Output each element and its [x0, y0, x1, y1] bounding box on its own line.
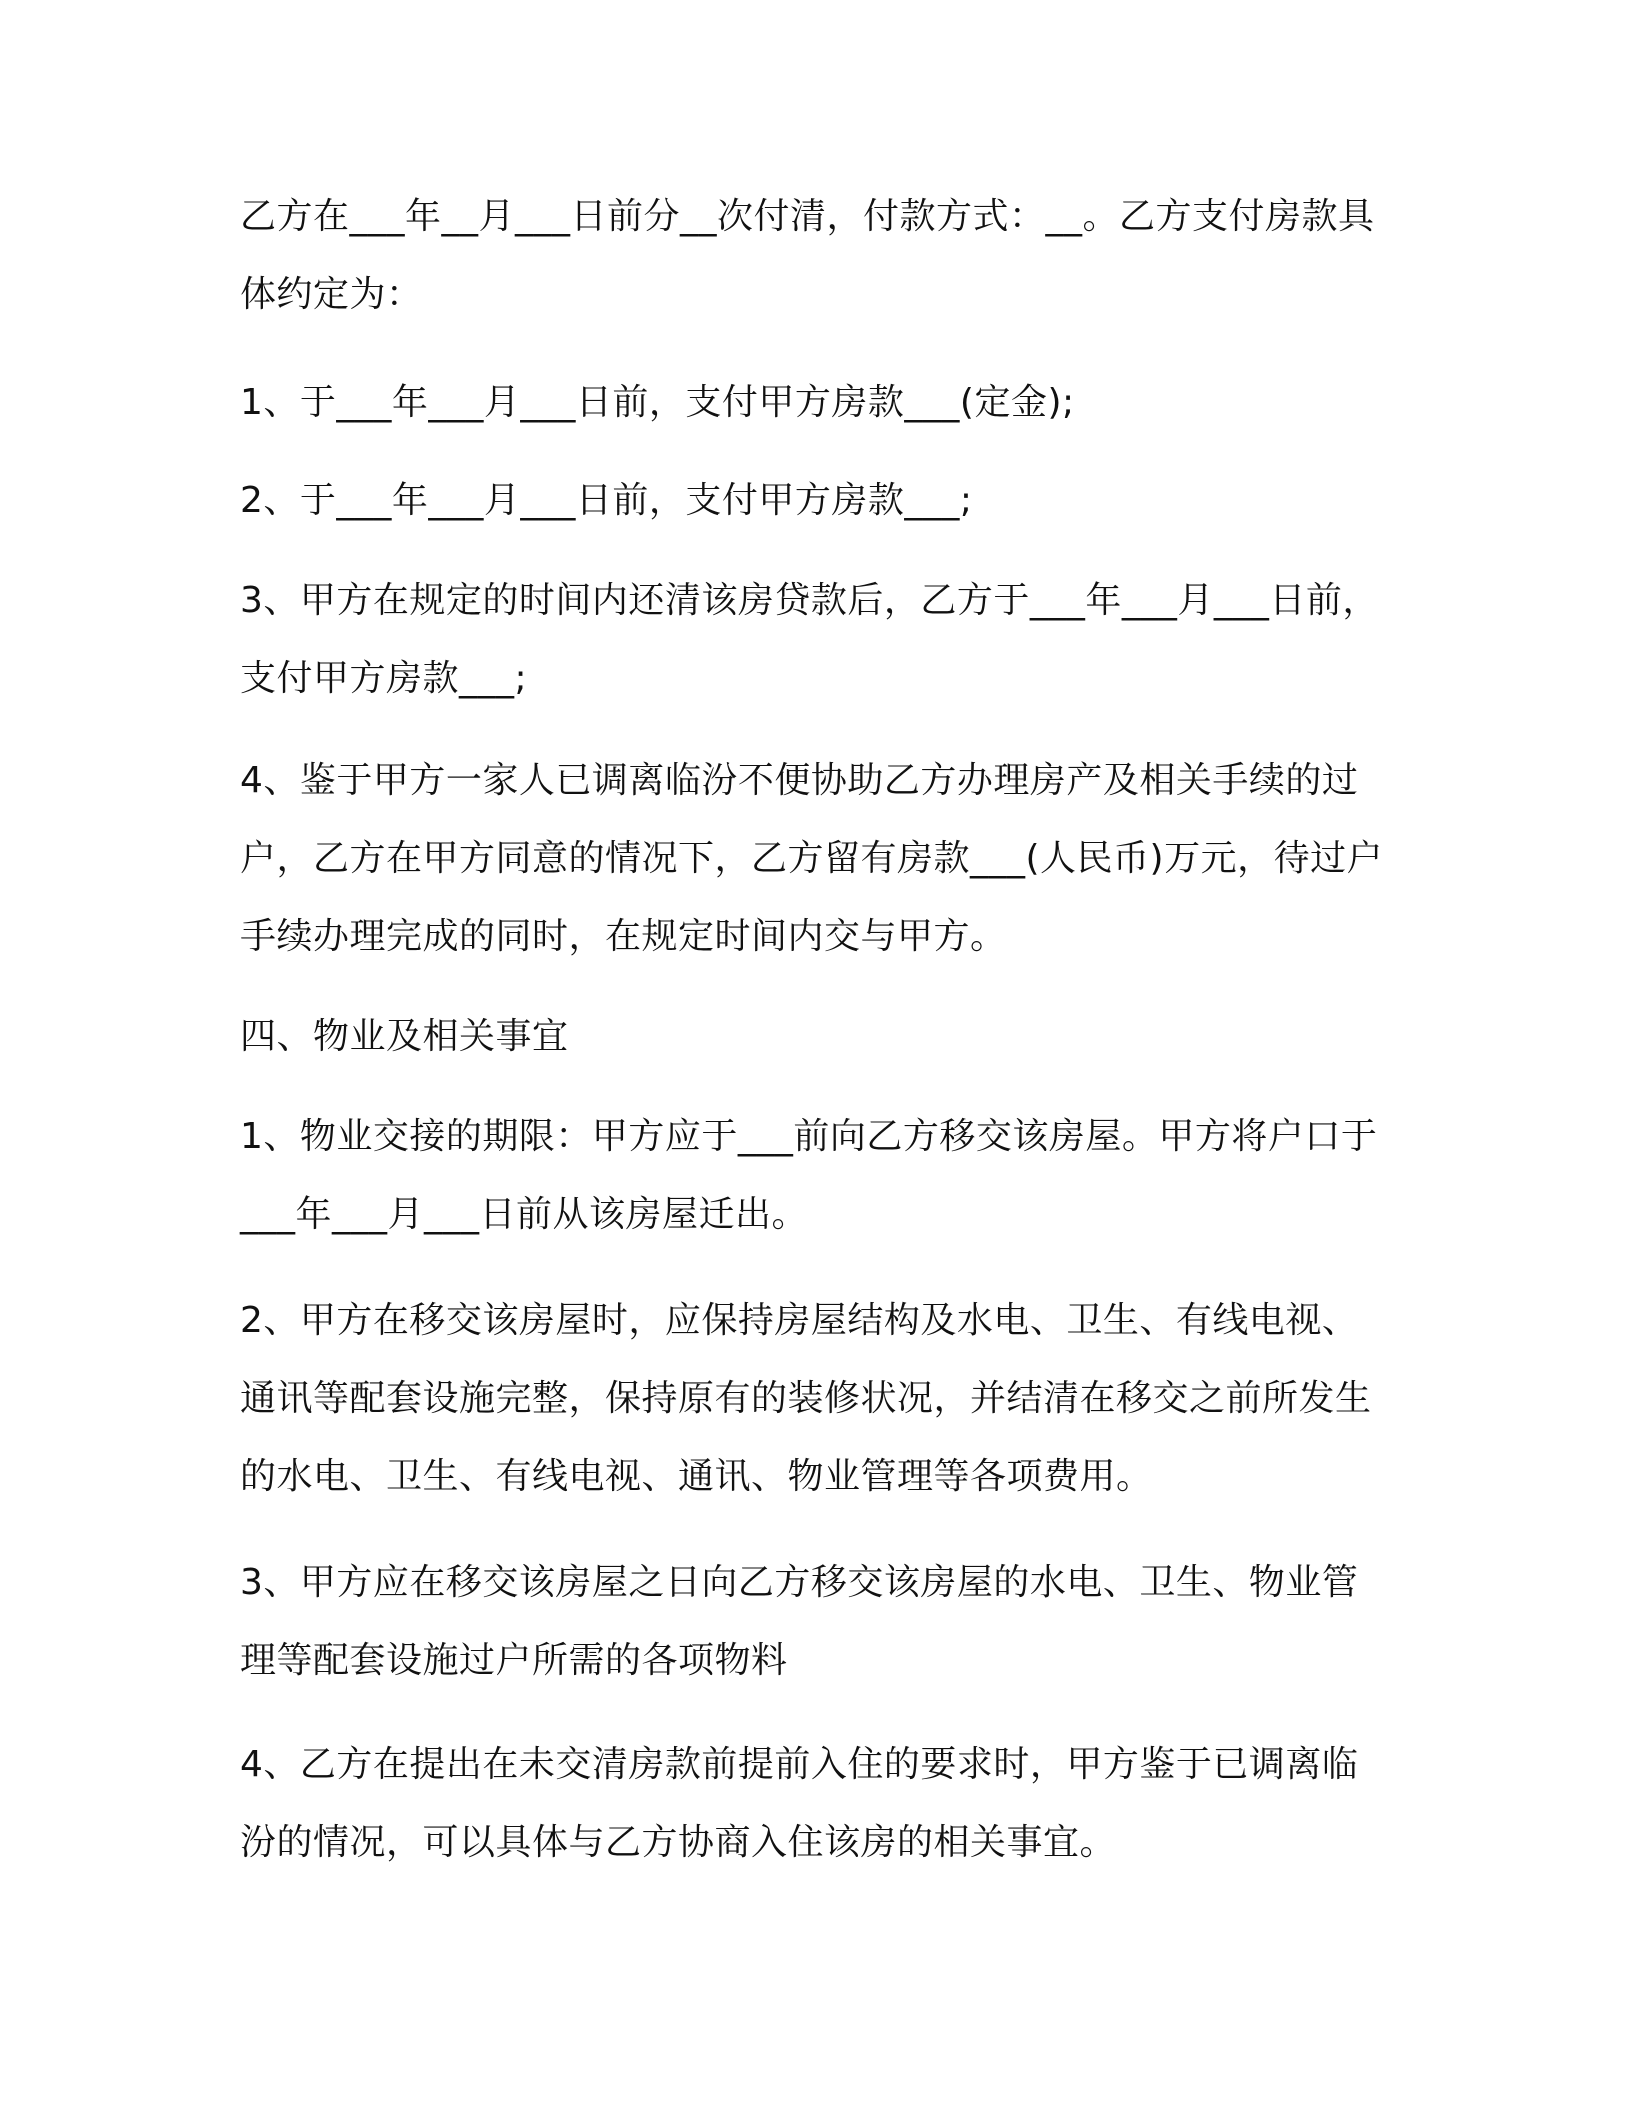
- section-heading-property: 四、物业及相关事宜: [240, 1016, 569, 1057]
- paragraph-payment-item-2: 2、于___年___月___日前，支付甲方房款___;: [240, 480, 973, 521]
- paragraph-payment-terms: 乙方在___年__月___日前分__次付清，付款方式：__。乙方支付房款具体约定为：: [240, 196, 1375, 315]
- paragraph-property-item-1: 1、物业交接的期限：甲方应于___前向乙方移交该房屋。甲方将户口于___年___月___日前从该房屋迁出。: [240, 1116, 1378, 1235]
- paragraph-property-item-2: 2、甲方在移交该房屋时，应保持房屋结构及水电、卫生、有线电视、通讯等配套设施完整，保持原有的装修状况，并结清在移交之前所发生的水电、卫生、有线电视、通讯、物业管理等各项费用。: [240, 1300, 1372, 1497]
- paragraph-payment-item-1: 1、于___年___月___日前，支付甲方房款___(定金);: [240, 382, 1075, 423]
- paragraph-property-item-4: 4、乙方在提出在未交清房款前提前入住的要求时，甲方鉴于已调离临汾的情况，可以具体与乙方协商入住该房的相关事宜。: [240, 1744, 1359, 1863]
- paragraph-property-item-3: 3、甲方应在移交该房屋之日向乙方移交该房屋的水电、卫生、物业管理等配套设施过户所需的各项物料: [240, 1562, 1359, 1681]
- paragraph-payment-item-4: 4、鉴于甲方一家人已调离临汾不便协助乙方办理房产及相关手续的过户，乙方在甲方同意的情况下，乙方留有房款___(人民币)万元，待过户手续办理完成的同时，在规定时间内交与甲方。: [240, 760, 1384, 957]
- paragraph-payment-item-3: 3、甲方在规定的时间内还清该房贷款后，乙方于___年___月___日前，支付甲方房款___;: [240, 580, 1379, 699]
